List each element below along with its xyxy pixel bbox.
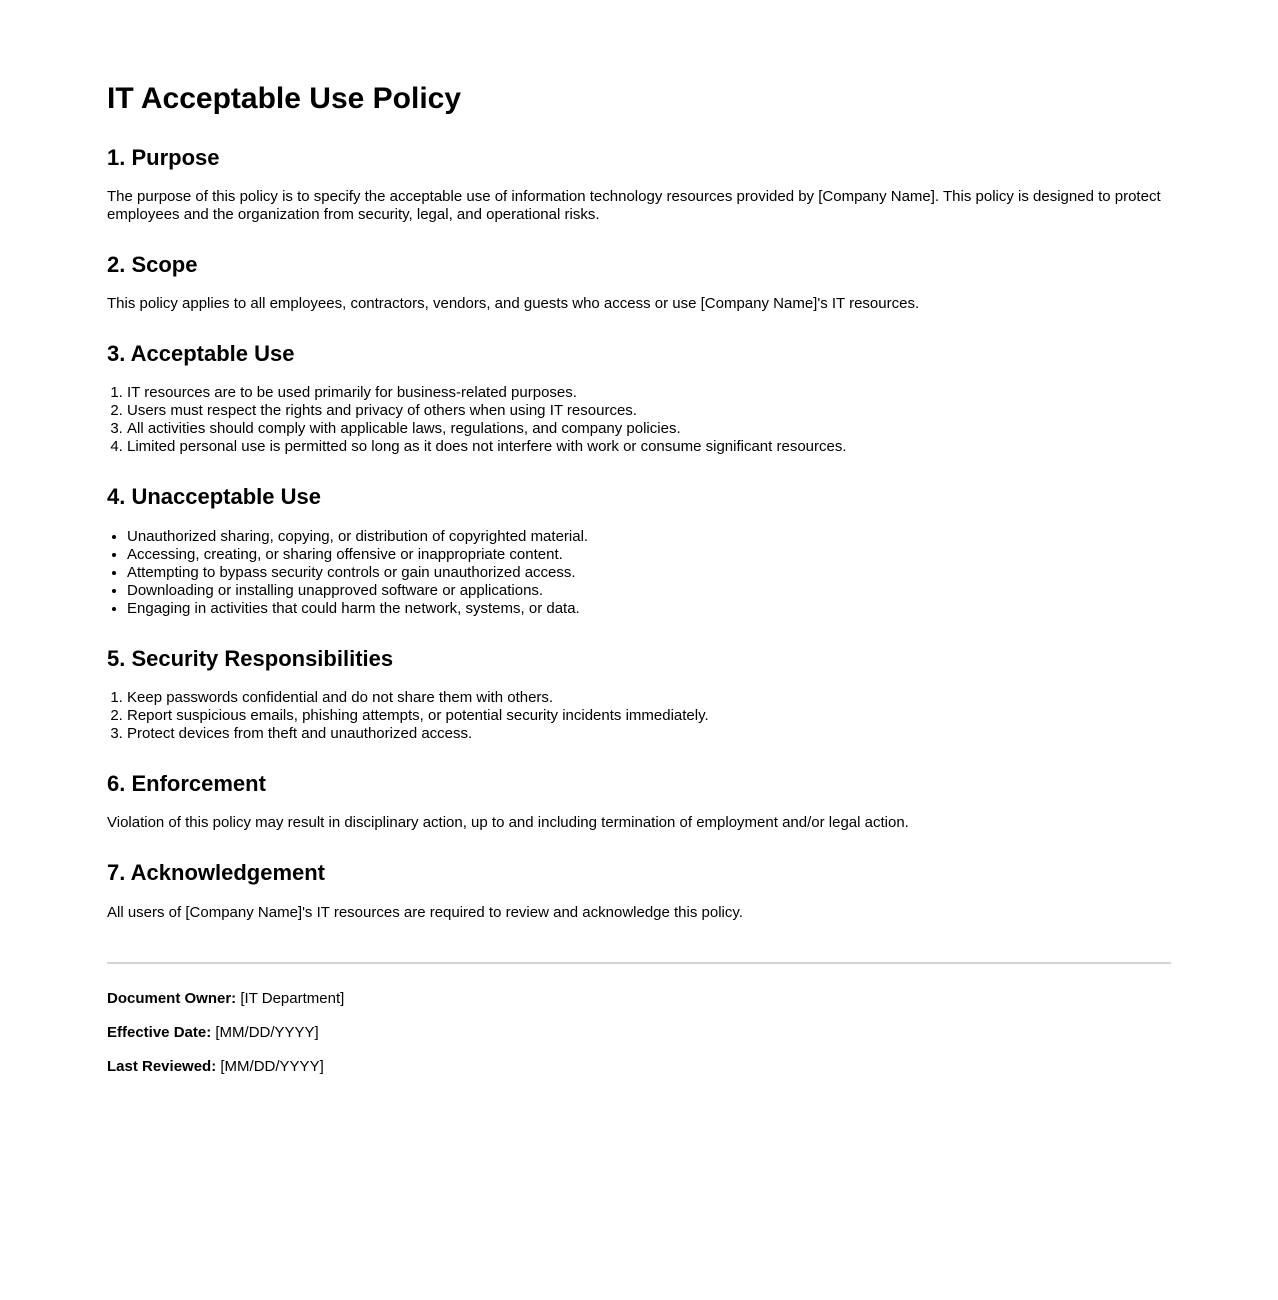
section-heading-purpose: 1. Purpose	[107, 144, 220, 170]
unacceptable-use-list	[107, 528, 1171, 618]
section-body-purpose: The purpose of this policy is to specify the acceptable use of information technology resources provided by [Company Name]. This policy is designed to protect employees and the organization from security, legal, and operational risks.	[107, 187, 1161, 223]
last-reviewed-value: [MM/DD/YYYY]	[220, 1057, 324, 1075]
section-heading-unacceptable-use: 4. Unacceptable Use	[107, 484, 321, 510]
section-body-acknowledgement: All users of [Company Name]'s IT resources are required to review and acknowledge this policy.	[107, 903, 743, 921]
section-heading-scope: 2. Scope	[107, 251, 198, 277]
security-responsibilities-list	[107, 689, 1171, 743]
list-item: • Accessing, creating, or sharing offensive or inappropriate content.	[127, 546, 1171, 564]
section-heading-acknowledgement: 7. Acknowledgement	[107, 860, 326, 886]
section-heading-acceptable-use: 3. Acceptable Use	[107, 341, 295, 367]
document-owner-value: [IT Department]	[240, 989, 345, 1007]
acceptable-use-list	[107, 384, 1171, 456]
list-item: 3. Protect devices from theft and unauthorized access.	[127, 725, 1171, 743]
section-body-enforcement: Violation of this policy may result in disciplinary action, up to and including termination of employment and/or legal action.	[107, 814, 909, 832]
last-reviewed-line	[107, 1058, 1171, 1076]
list-item: 4. Limited personal use is permitted so long as it does not interfere with work or consume significant resources.	[127, 438, 1171, 456]
document-owner-line	[107, 990, 1171, 1008]
list-item: • Attempting to bypass security controls or gain unauthorized access.	[127, 564, 1171, 582]
effective-date-value: [MM/DD/YYYY]	[215, 1023, 319, 1041]
list-item: • Unauthorized sharing, copying, or distribution of copyrighted material.	[127, 528, 1171, 546]
list-item: 2. Report suspicious emails, phishing attempts, or potential security incidents immediately.	[127, 707, 1171, 725]
page-title: IT Acceptable Use Policy	[107, 82, 462, 115]
last-reviewed-label: Last Reviewed:	[107, 1057, 217, 1075]
list-item: • Downloading or installing unapproved software or applications.	[127, 582, 1171, 600]
effective-date-line	[107, 1024, 1171, 1042]
list-item: 3. All activities should comply with applicable laws, regulations, and company policies.	[127, 420, 1171, 438]
footer-divider	[107, 962, 1171, 964]
section-body-scope: This policy applies to all employees, contractors, vendors, and guests who access or use [Company Name]'s IT resources.	[107, 295, 920, 313]
section-heading-security-responsibilities: 5. Security Responsibilities	[107, 645, 394, 671]
section-heading-enforcement: 6. Enforcement	[107, 770, 266, 796]
list-item: 1. IT resources are to be used primarily for business-related purposes.	[127, 384, 1171, 402]
list-item: 1. Keep passwords confidential and do not share them with others.	[127, 689, 1171, 707]
list-item: 2. Users must respect the rights and privacy of others when using IT resources.	[127, 402, 1171, 420]
list-item: • Engaging in activities that could harm the network, systems, or data.	[127, 600, 1171, 618]
document-owner-label: Document Owner:	[107, 989, 237, 1007]
effective-date-label: Effective Date:	[107, 1023, 212, 1041]
